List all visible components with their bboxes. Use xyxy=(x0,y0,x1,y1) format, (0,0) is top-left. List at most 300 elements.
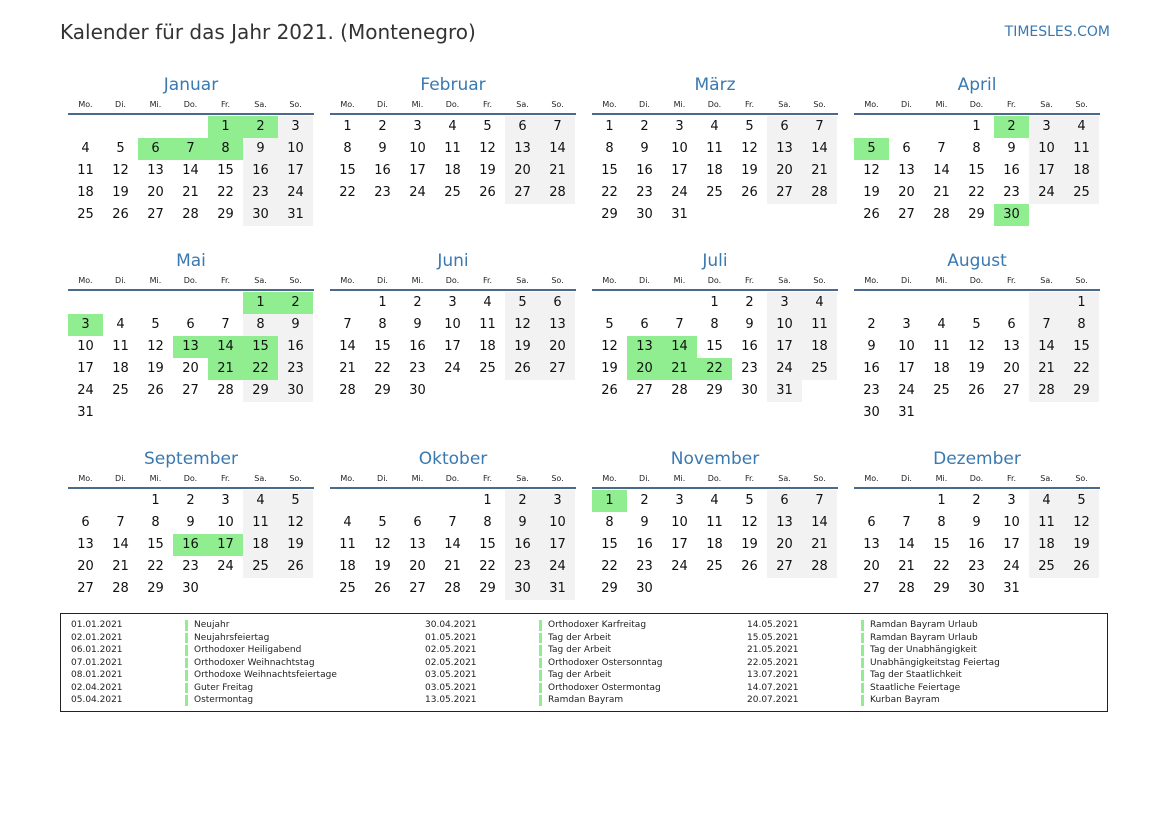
day-cell: 22 xyxy=(1064,358,1099,380)
day-empty xyxy=(173,116,208,138)
day-cell: 20 xyxy=(505,160,540,182)
legend-marker xyxy=(539,658,542,669)
legend-date: 30.04.2021 xyxy=(425,620,477,630)
weekday-label: Mi. xyxy=(673,100,686,109)
day-cell: 3 xyxy=(221,493,230,508)
day-grid xyxy=(592,116,838,226)
day-cell: 12 xyxy=(112,163,129,178)
day-cell: 1 xyxy=(378,295,387,310)
legend-name: Orthodoxer Ostermontag xyxy=(548,682,661,693)
day-empty xyxy=(138,292,173,314)
day-cell: 13 xyxy=(540,314,575,336)
day-cell: 5 xyxy=(972,317,981,332)
day-cell: 10 xyxy=(898,339,915,354)
day-cell: 26 xyxy=(479,185,496,200)
day-cell: 21 xyxy=(1029,358,1064,380)
day-cell: 15 xyxy=(147,537,164,552)
legend-row xyxy=(61,657,415,670)
day-cell: 9 xyxy=(186,515,195,530)
day-cell: 6 xyxy=(767,116,802,138)
weekday-label: Fr. xyxy=(482,100,493,109)
day-cell: 28 xyxy=(1029,380,1064,402)
day-cell: 27 xyxy=(540,358,575,380)
day-cell: 10 xyxy=(409,141,426,156)
day-empty xyxy=(330,490,365,512)
weekday-label: So. xyxy=(813,474,826,483)
weekday-label: Fr. xyxy=(744,276,755,285)
day-cell: 15 xyxy=(706,339,723,354)
day-cell: 27 xyxy=(1003,383,1020,398)
month-2 xyxy=(592,70,838,246)
weekday-label: Sa. xyxy=(516,100,529,109)
day-cell: 1 xyxy=(710,295,719,310)
day-cell: 8 xyxy=(972,141,981,156)
legend-row xyxy=(737,619,1107,632)
day-cell: 29 xyxy=(147,581,164,596)
day-cell: 24 xyxy=(444,361,461,376)
legend-marker xyxy=(185,633,188,644)
day-cell: 16 xyxy=(968,537,985,552)
day-empty xyxy=(959,292,994,314)
weekday-label: Mi. xyxy=(673,276,686,285)
legend-date: 01.01.2021 xyxy=(71,620,123,630)
day-cell-holiday: 21 xyxy=(662,358,697,380)
legend-name: Tag der Arbeit xyxy=(548,632,612,643)
day-cell-holiday: 1 xyxy=(208,116,243,138)
legend-marker xyxy=(539,633,542,644)
day-cell: 5 xyxy=(1064,490,1099,512)
legend-marker xyxy=(539,695,542,706)
legend-marker xyxy=(861,683,864,694)
day-cell-holiday: 13 xyxy=(173,336,208,358)
legend-column xyxy=(61,619,415,711)
day-cell: 27 xyxy=(505,182,540,204)
legend-marker xyxy=(539,620,542,631)
day-empty xyxy=(208,292,243,314)
day-cell: 1 xyxy=(972,119,981,134)
weekday-label: Sa. xyxy=(254,276,267,285)
day-cell: 10 xyxy=(1003,515,1020,530)
month-name: Mai xyxy=(176,251,206,271)
weekday-label: Do. xyxy=(707,474,722,483)
day-cell: 17 xyxy=(77,361,94,376)
weekday-label: So. xyxy=(551,276,564,285)
weekday-label: So. xyxy=(551,474,564,483)
day-cell: 21 xyxy=(444,559,461,574)
legend-row xyxy=(415,657,737,670)
weekday-label: Di. xyxy=(377,474,388,483)
day-cell: 20 xyxy=(540,336,575,358)
day-cell-holiday: 2 xyxy=(994,116,1029,138)
weekday-label: Di. xyxy=(377,276,388,285)
day-cell: 23 xyxy=(968,559,985,574)
day-cell: 29 xyxy=(968,207,985,222)
day-cell: 10 xyxy=(77,339,94,354)
day-cell: 5 xyxy=(278,490,313,512)
day-cell: 19 xyxy=(278,534,313,556)
day-cell: 3 xyxy=(675,493,684,508)
weekday-label: Di. xyxy=(639,100,650,109)
day-empty xyxy=(330,292,365,314)
weekday-label: So. xyxy=(1075,276,1088,285)
day-cell: 29 xyxy=(601,581,618,596)
day-empty xyxy=(435,490,470,512)
day-cell: 26 xyxy=(147,383,164,398)
legend-date: 02.01.2021 xyxy=(71,632,123,643)
day-cell: 9 xyxy=(972,515,981,530)
weekday-header xyxy=(592,276,838,291)
day-cell: 30 xyxy=(505,578,540,600)
day-cell: 16 xyxy=(741,339,758,354)
day-cell: 5 xyxy=(378,515,387,530)
day-cell: 21 xyxy=(339,361,356,376)
day-cell: 27 xyxy=(767,556,802,578)
weekday-label: Mi. xyxy=(411,100,424,109)
legend-marker xyxy=(861,633,864,644)
day-cell-holiday: 3 xyxy=(68,314,103,336)
day-cell: 24 xyxy=(77,383,94,398)
day-grid xyxy=(68,116,314,226)
day-cell: 30 xyxy=(636,207,653,222)
weekday-label: Do. xyxy=(445,474,460,483)
weekday-label: Sa. xyxy=(254,100,267,109)
weekday-header xyxy=(592,100,838,115)
day-grid xyxy=(854,292,1100,424)
day-cell-holiday: 6 xyxy=(138,138,173,160)
legend-row xyxy=(61,644,415,657)
day-cell: 21 xyxy=(802,160,837,182)
month-1 xyxy=(330,70,576,246)
weekday-label: Fr. xyxy=(1006,276,1017,285)
month-8 xyxy=(68,444,314,604)
day-cell: 16 xyxy=(243,160,278,182)
day-cell: 18 xyxy=(1029,534,1064,556)
day-cell: 12 xyxy=(479,141,496,156)
day-empty xyxy=(889,490,924,512)
day-cell: 20 xyxy=(77,559,94,574)
weekday-label: Fr. xyxy=(1006,474,1017,483)
day-cell: 1 xyxy=(343,119,352,134)
day-cell-holiday: 20 xyxy=(627,358,662,380)
day-cell: 9 xyxy=(413,317,422,332)
day-cell: 14 xyxy=(339,339,356,354)
day-cell: 21 xyxy=(933,185,950,200)
legend-name: Orthodoxe Weihnachtsfeiertage xyxy=(194,670,337,680)
day-grid xyxy=(592,490,838,600)
day-cell: 20 xyxy=(767,160,802,182)
day-cell: 23 xyxy=(278,358,313,380)
day-cell: 4 xyxy=(448,119,457,134)
weekday-header xyxy=(330,276,576,291)
day-cell: 11 xyxy=(112,339,129,354)
legend-date: 22.05.2021 xyxy=(747,657,799,668)
weekday-label: Di. xyxy=(901,276,912,285)
day-cell: 21 xyxy=(182,185,199,200)
day-cell: 23 xyxy=(1003,185,1020,200)
day-cell: 31 xyxy=(540,578,575,600)
day-cell: 4 xyxy=(1029,490,1064,512)
weekday-label: Mo. xyxy=(340,100,355,109)
day-cell: 20 xyxy=(409,559,426,574)
day-cell-holiday: 15 xyxy=(243,336,278,358)
legend-row xyxy=(415,682,737,695)
day-cell: 7 xyxy=(902,515,911,530)
day-cell: 17 xyxy=(409,163,426,178)
day-cell: 30 xyxy=(278,380,313,402)
day-cell: 13 xyxy=(1003,339,1020,354)
weekday-label: Mo. xyxy=(602,276,617,285)
month-4 xyxy=(68,246,314,444)
legend-date: 13.07.2021 xyxy=(747,670,799,680)
day-cell: 6 xyxy=(867,515,876,530)
day-cell: 23 xyxy=(636,559,653,574)
weekday-label: Mo. xyxy=(340,474,355,483)
day-cell: 8 xyxy=(243,314,278,336)
day-cell: 6 xyxy=(81,515,90,530)
legend-marker xyxy=(185,683,188,694)
day-cell: 2 xyxy=(186,493,195,508)
legend-date: 14.05.2021 xyxy=(747,620,799,630)
day-cell: 19 xyxy=(374,559,391,574)
day-cell-holiday: 7 xyxy=(173,138,208,160)
legend-row xyxy=(415,619,737,632)
day-cell: 8 xyxy=(605,141,614,156)
day-cell: 30 xyxy=(968,581,985,596)
day-cell-holiday: 21 xyxy=(208,358,243,380)
weekday-label: Fr. xyxy=(220,474,231,483)
day-cell: 19 xyxy=(968,361,985,376)
day-cell: 23 xyxy=(409,361,426,376)
day-cell: 7 xyxy=(802,490,837,512)
day-cell: 10 xyxy=(1029,138,1064,160)
day-cell: 18 xyxy=(112,361,129,376)
day-cell: 11 xyxy=(706,515,723,530)
day-cell: 5 xyxy=(505,292,540,314)
day-cell: 24 xyxy=(898,383,915,398)
day-cell: 18 xyxy=(77,185,94,200)
day-cell: 23 xyxy=(182,559,199,574)
day-cell: 2 xyxy=(867,317,876,332)
day-cell: 9 xyxy=(867,339,876,354)
weekday-label: Sa. xyxy=(778,276,791,285)
legend-name: Tag der Arbeit xyxy=(548,645,612,655)
day-cell: 19 xyxy=(741,537,758,552)
day-cell: 2 xyxy=(640,119,649,134)
day-cell: 13 xyxy=(767,512,802,534)
day-cell-holiday: 1 xyxy=(243,292,278,314)
day-cell: 12 xyxy=(1064,512,1099,534)
day-cell: 7 xyxy=(448,515,457,530)
day-cell: 23 xyxy=(374,185,391,200)
weekday-label: Mo. xyxy=(78,276,93,285)
weekday-label: Fr. xyxy=(744,474,755,483)
day-cell: 11 xyxy=(339,537,356,552)
day-cell-holiday: 14 xyxy=(208,336,243,358)
day-cell: 1 xyxy=(483,493,492,508)
day-cell: 29 xyxy=(479,581,496,596)
day-cell: 27 xyxy=(182,383,199,398)
day-cell: 28 xyxy=(112,581,129,596)
day-empty xyxy=(68,490,103,512)
day-grid xyxy=(330,490,576,600)
legend-marker xyxy=(861,620,864,631)
weekday-label: Mi. xyxy=(935,100,948,109)
day-empty xyxy=(592,292,627,314)
legend-date: 02.05.2021 xyxy=(425,645,477,655)
day-cell: 14 xyxy=(802,138,837,160)
day-cell: 16 xyxy=(374,163,391,178)
day-cell: 26 xyxy=(374,581,391,596)
month-name: April xyxy=(957,75,997,95)
weekday-header xyxy=(854,474,1100,489)
day-cell: 31 xyxy=(671,207,688,222)
day-cell: 17 xyxy=(1029,160,1064,182)
day-cell: 23 xyxy=(636,185,653,200)
weekday-label: Mi. xyxy=(149,276,162,285)
day-cell: 13 xyxy=(77,537,94,552)
day-cell: 10 xyxy=(671,141,688,156)
day-cell: 3 xyxy=(540,490,575,512)
weekday-label: Sa. xyxy=(516,474,529,483)
day-cell: 8 xyxy=(710,317,719,332)
day-cell: 24 xyxy=(278,182,313,204)
day-cell: 29 xyxy=(1064,380,1099,402)
legend-marker xyxy=(185,695,188,706)
day-cell: 9 xyxy=(1007,141,1016,156)
day-empty xyxy=(68,292,103,314)
weekday-label: Do. xyxy=(183,100,198,109)
legend-name: Orthodoxer Heiligabend xyxy=(194,645,302,655)
month-11 xyxy=(854,444,1100,604)
weekday-label: Sa. xyxy=(778,100,791,109)
weekday-label: Mo. xyxy=(340,276,355,285)
day-cell: 18 xyxy=(802,336,837,358)
day-grid xyxy=(592,292,838,402)
day-cell: 31 xyxy=(767,380,802,402)
weekday-label: Sa. xyxy=(1040,276,1053,285)
legend-date: 15.05.2021 xyxy=(747,632,799,643)
day-cell: 8 xyxy=(937,515,946,530)
month-7 xyxy=(854,246,1100,444)
day-cell: 2 xyxy=(972,493,981,508)
day-cell: 5 xyxy=(605,317,614,332)
day-cell: 7 xyxy=(937,141,946,156)
day-empty xyxy=(889,116,924,138)
day-cell: 4 xyxy=(243,490,278,512)
day-cell: 28 xyxy=(182,207,199,222)
legend-name: Neujahr xyxy=(194,620,230,630)
weekday-header xyxy=(330,100,576,115)
month-5 xyxy=(330,246,576,444)
day-cell: 22 xyxy=(217,185,234,200)
weekday-label: So. xyxy=(551,100,564,109)
day-cell-holiday: 17 xyxy=(208,534,243,556)
day-cell: 27 xyxy=(147,207,164,222)
day-cell: 10 xyxy=(444,317,461,332)
day-empty xyxy=(627,292,662,314)
legend-marker xyxy=(861,670,864,681)
legend-date: 07.01.2021 xyxy=(71,657,123,668)
weekday-label: Mi. xyxy=(411,474,424,483)
day-cell: 30 xyxy=(741,383,758,398)
day-cell: 18 xyxy=(339,559,356,574)
day-cell: 24 xyxy=(767,358,802,380)
day-cell: 26 xyxy=(601,383,618,398)
legend-date: 03.05.2021 xyxy=(425,670,477,680)
day-cell: 13 xyxy=(147,163,164,178)
weekday-label: Di. xyxy=(901,474,912,483)
day-cell: 3 xyxy=(767,292,802,314)
day-cell: 21 xyxy=(802,534,837,556)
brand-link[interactable]: TIMESLES.COM xyxy=(1004,24,1110,40)
legend-marker xyxy=(861,695,864,706)
legend-name: Ostermontag xyxy=(194,695,254,705)
legend-name: Orthodoxer Ostersonntag xyxy=(548,657,663,668)
day-cell: 4 xyxy=(1064,116,1099,138)
day-cell: 17 xyxy=(540,534,575,556)
day-cell: 4 xyxy=(81,141,90,156)
weekday-label: Di. xyxy=(377,100,388,109)
day-cell: 7 xyxy=(116,515,125,530)
day-cell: 25 xyxy=(706,559,723,574)
day-cell: 18 xyxy=(1064,160,1099,182)
day-cell-holiday: 1 xyxy=(592,490,627,512)
day-cell: 24 xyxy=(1003,559,1020,574)
day-cell: 31 xyxy=(898,405,915,420)
weekday-label: Fr. xyxy=(220,100,231,109)
month-name: Dezember xyxy=(933,449,1021,469)
day-cell: 31 xyxy=(278,204,313,226)
legend-row xyxy=(737,632,1107,645)
day-cell: 2 xyxy=(413,295,422,310)
day-cell: 20 xyxy=(767,534,802,556)
weekday-label: Mi. xyxy=(673,474,686,483)
weekday-label: Di. xyxy=(115,474,126,483)
weekday-label: Fr. xyxy=(1006,100,1017,109)
legend-row xyxy=(415,669,737,682)
day-cell: 11 xyxy=(479,317,496,332)
day-cell: 29 xyxy=(243,380,278,402)
day-cell: 14 xyxy=(898,537,915,552)
day-empty xyxy=(103,292,138,314)
day-cell: 14 xyxy=(540,138,575,160)
day-cell: 28 xyxy=(898,581,915,596)
day-cell: 20 xyxy=(147,185,164,200)
day-cell: 6 xyxy=(540,292,575,314)
day-cell-holiday: 22 xyxy=(243,358,278,380)
day-cell: 17 xyxy=(671,163,688,178)
day-cell: 14 xyxy=(1029,336,1064,358)
day-cell: 19 xyxy=(741,163,758,178)
legend-date: 06.01.2021 xyxy=(71,645,123,655)
day-cell: 17 xyxy=(767,336,802,358)
day-cell: 1 xyxy=(1064,292,1099,314)
day-cell: 11 xyxy=(243,512,278,534)
day-cell: 29 xyxy=(933,581,950,596)
day-cell: 15 xyxy=(933,537,950,552)
day-cell: 23 xyxy=(741,361,758,376)
weekday-header xyxy=(68,100,314,115)
day-grid xyxy=(330,292,576,402)
day-cell: 14 xyxy=(182,163,199,178)
day-cell: 19 xyxy=(863,185,880,200)
legend-date: 01.05.2021 xyxy=(425,632,477,643)
day-cell: 25 xyxy=(339,581,356,596)
legend-marker xyxy=(185,620,188,631)
day-cell: 19 xyxy=(112,185,129,200)
day-cell: 22 xyxy=(933,559,950,574)
day-empty xyxy=(138,116,173,138)
